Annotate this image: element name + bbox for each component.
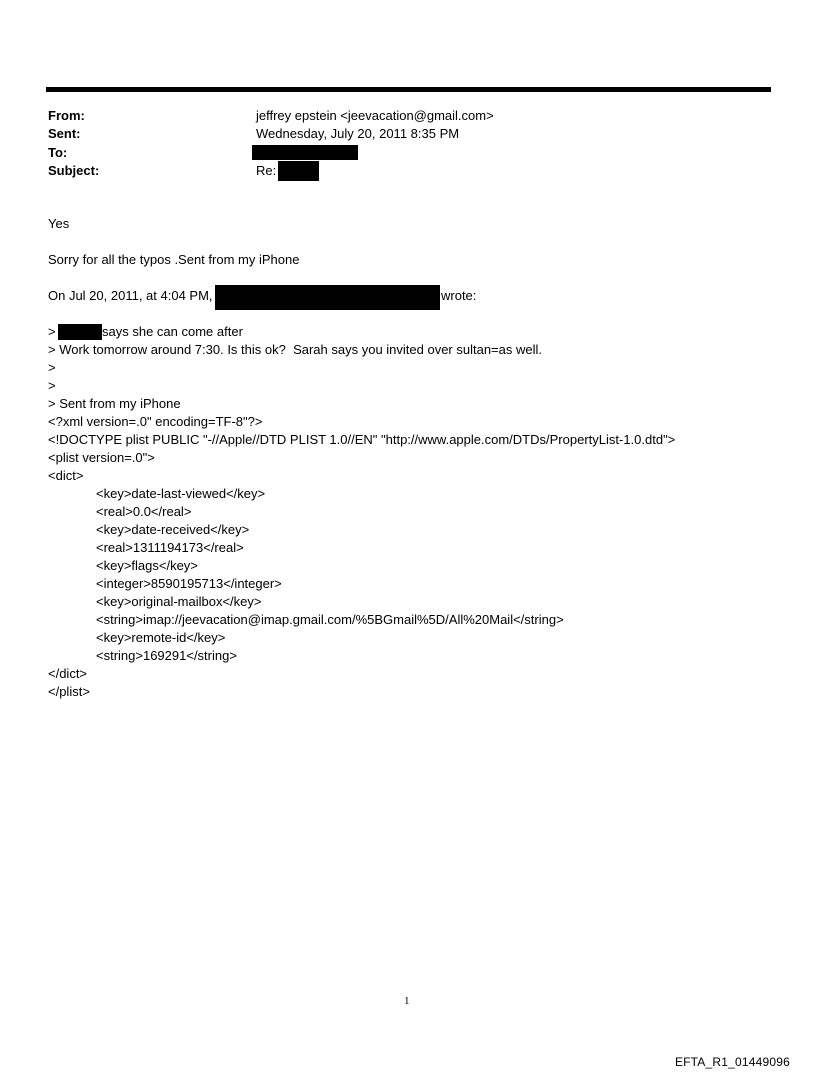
- quoted-line-1-prefix: >: [48, 324, 56, 339]
- from-label: From:: [48, 108, 85, 123]
- plist-line-1: <?xml version=.0" encoding=TF-8"?>: [48, 414, 263, 429]
- sent-value: Wednesday, July 20, 2011 8:35 PM: [256, 126, 460, 141]
- sent-label: Sent:: [48, 126, 81, 141]
- sender-redaction: [215, 285, 440, 310]
- quoted-line-5: > Sent from my iPhone: [48, 396, 181, 411]
- quoted-line-3: >: [48, 360, 56, 375]
- subject-label: Subject:: [48, 163, 100, 178]
- plist-line-3: <plist version=.0">: [48, 450, 155, 465]
- bates-number: EFTA_R1_01449096: [674, 1055, 790, 1069]
- quoted-line-1-suffix: says she can come after: [102, 324, 243, 339]
- plist-line-15: </dict>: [48, 666, 88, 681]
- plist-line-16: </plist>: [48, 684, 90, 699]
- plist-line-8: <real>1311194173</real>: [96, 540, 244, 555]
- subject-prefix: Re:: [256, 163, 277, 178]
- quoted-line-4: >: [48, 378, 56, 393]
- plist-line-12: <string>imap://jeevacation@imap.gmail.com/%5BGmail%5D/All%20Mail</string>: [96, 612, 564, 627]
- plist-line-6: <real>0.0</real>: [96, 504, 192, 519]
- quoted-line-2: > Work tomorrow around 7:30. Is this ok? Sarah says you invited over sultan=as well.: [48, 342, 542, 357]
- plist-line-10: <integer>8590195713</integer>: [96, 576, 282, 591]
- to-label: To:: [48, 145, 68, 160]
- plist-line-9: <key>flags</key>: [96, 558, 198, 573]
- quote-intro-suffix: wrote:: [441, 288, 477, 303]
- header-rule: [46, 87, 771, 92]
- plist-line-2: <!DOCTYPE plist PUBLIC "-//Apple//DTD PLIST 1.0//EN" "http://www.apple.com/DTDs/PropertyList-1.0.dtd">: [48, 432, 676, 447]
- quote-intro-prefix: On Jul 20, 2011, at 4:04 PM,: [48, 288, 213, 303]
- from-value: jeffrey epstein <jeevacation@gmail.com>: [256, 108, 494, 123]
- plist-line-7: <key>date-received</key>: [96, 522, 250, 537]
- to-redaction: [252, 145, 358, 160]
- page-number: 1: [404, 995, 410, 1007]
- plist-line-11: <key>original-mailbox</key>: [96, 594, 262, 609]
- name-redaction: [58, 324, 102, 340]
- plist-line-5: <key>date-last-viewed</key>: [96, 486, 266, 501]
- plist-line-14: <string>169291</string>: [96, 648, 237, 663]
- subject-redaction: [278, 161, 319, 181]
- signature-text: Sorry for all the typos .Sent from my iPhone: [48, 252, 300, 267]
- plist-line-13: <key>remote-id</key>: [96, 630, 226, 645]
- plist-line-4: <dict>: [48, 468, 84, 483]
- reply-text: Yes: [48, 216, 70, 231]
